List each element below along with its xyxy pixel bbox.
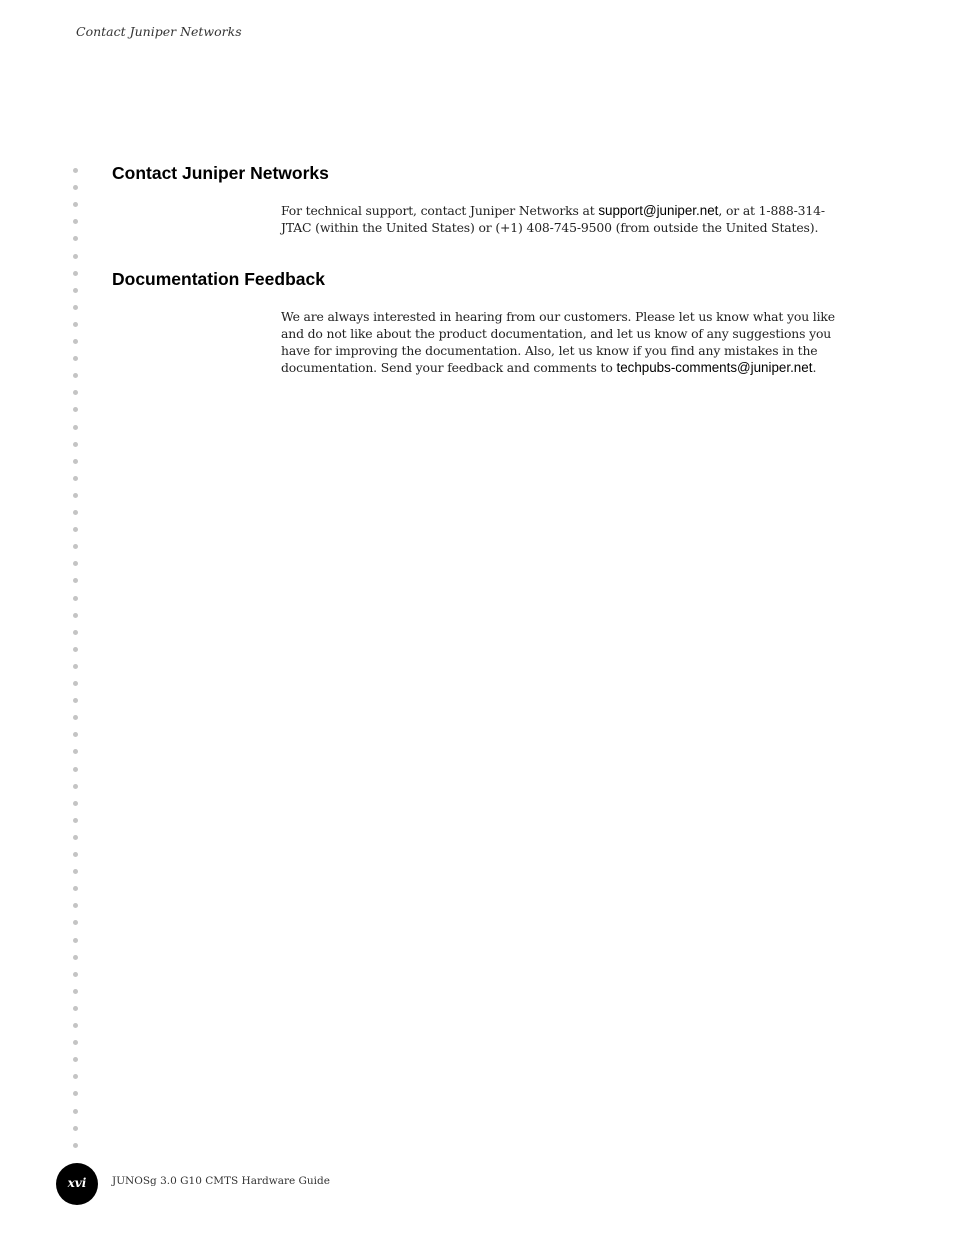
contact-text-end: , or at 1-888-314-JTAC (within the United States) or (+1) 408-745-9500 (from outside the United States).	[281, 203, 825, 235]
feedback-text-start: We are always interested in hearing from our customers. Please let us know what you like and do not like about the product documentation, and let us know of any suggestions you have for improving the documentation. Also, let us know if you find any mistakes in the documentation. Send your feedback and comments to	[281, 309, 835, 375]
margin-dot	[73, 1023, 78, 1028]
margin-dot	[73, 236, 78, 241]
section-heading-contact: Contact Juniper Networks	[112, 163, 329, 183]
margin-dot	[73, 544, 78, 549]
margin-dot	[73, 852, 78, 857]
margin-dot	[73, 920, 78, 925]
margin-dot	[73, 938, 78, 943]
margin-dot	[73, 390, 78, 395]
margin-dot	[73, 835, 78, 840]
margin-dot	[73, 596, 78, 601]
margin-dot	[73, 955, 78, 960]
margin-dot	[73, 510, 78, 515]
margin-dot-column	[73, 168, 79, 1158]
margin-dot	[73, 715, 78, 720]
margin-dot	[73, 886, 78, 891]
margin-dot	[73, 698, 78, 703]
margin-dot	[73, 989, 78, 994]
margin-dot	[73, 459, 78, 464]
margin-dot	[73, 647, 78, 652]
margin-dot	[73, 527, 78, 532]
margin-dot	[73, 561, 78, 566]
margin-dot	[73, 767, 78, 772]
margin-dot	[73, 1074, 78, 1079]
margin-dot	[73, 578, 78, 583]
margin-dot	[73, 168, 78, 173]
margin-dot	[73, 749, 78, 754]
margin-dot	[73, 784, 78, 789]
margin-dot	[73, 202, 78, 207]
feedback-text-end: .	[812, 360, 817, 375]
margin-dot	[73, 1143, 78, 1148]
margin-dot	[73, 322, 78, 327]
margin-dot	[73, 818, 78, 823]
running-header: Contact Juniper Networks	[76, 24, 242, 39]
margin-dot	[73, 613, 78, 618]
margin-dot	[73, 1006, 78, 1011]
margin-dot	[73, 185, 78, 190]
margin-dot	[73, 1109, 78, 1114]
margin-dot	[73, 1091, 78, 1096]
margin-dot	[73, 373, 78, 378]
margin-dot	[73, 664, 78, 669]
margin-dot	[73, 681, 78, 686]
margin-dot	[73, 903, 78, 908]
margin-dot	[73, 732, 78, 737]
contact-paragraph	[281, 202, 846, 236]
margin-dot	[73, 869, 78, 874]
page-number-badge: xvi	[56, 1163, 98, 1205]
margin-dot	[73, 219, 78, 224]
techpubs-email-link[interactable]: techpubs-comments@juniper.net	[616, 360, 813, 375]
margin-dot	[73, 442, 78, 447]
feedback-paragraph	[281, 308, 846, 376]
running-footer: JUNOSg 3.0 G10 CMTS Hardware Guide	[112, 1175, 330, 1187]
margin-dot	[73, 305, 78, 310]
margin-dot	[73, 1057, 78, 1062]
margin-dot	[73, 630, 78, 635]
margin-dot	[73, 1040, 78, 1045]
margin-dot	[73, 254, 78, 259]
margin-dot	[73, 493, 78, 498]
contact-text-start: For technical support, contact Juniper Networks at	[281, 203, 599, 218]
margin-dot	[73, 425, 78, 430]
margin-dot	[73, 271, 78, 276]
margin-dot	[73, 1126, 78, 1131]
margin-dot	[73, 288, 78, 293]
margin-dot	[73, 972, 78, 977]
margin-dot	[73, 356, 78, 361]
margin-dot	[73, 801, 78, 806]
support-email-link[interactable]: support@juniper.net	[598, 203, 719, 218]
margin-dot	[73, 339, 78, 344]
margin-dot	[73, 407, 78, 412]
section-heading-feedback: Documentation Feedback	[112, 269, 325, 289]
margin-dot	[73, 476, 78, 481]
